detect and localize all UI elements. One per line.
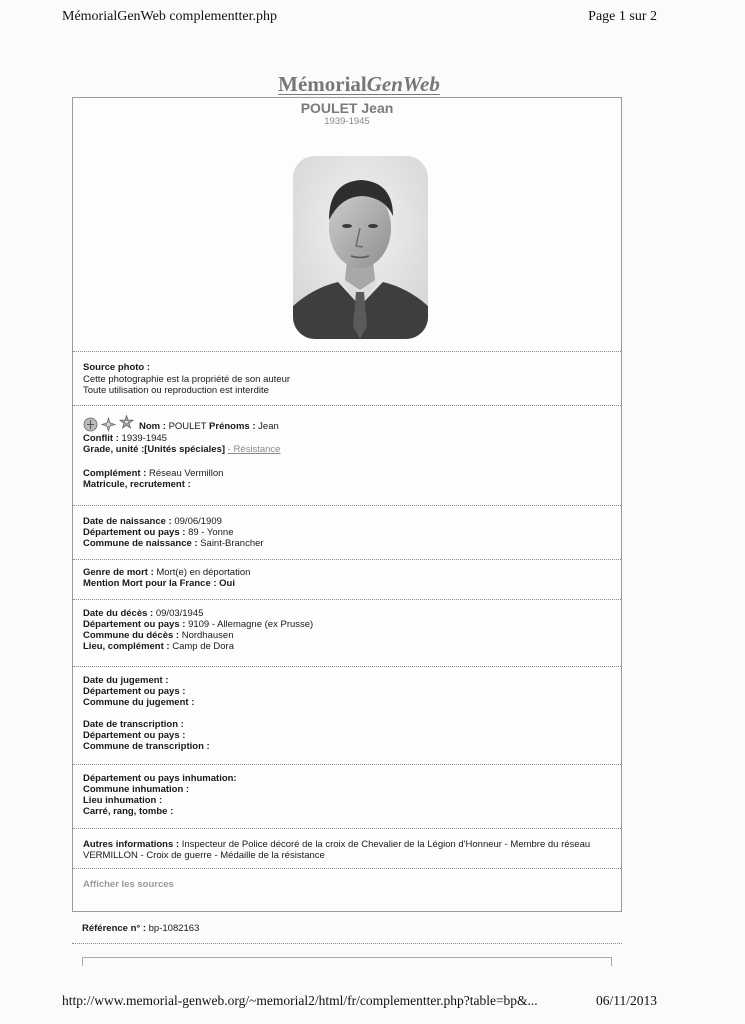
birth-dept-line [83, 527, 234, 538]
prenoms-value: Jean [258, 421, 279, 432]
death-section [73, 599, 621, 667]
death-commune-line [83, 630, 233, 641]
genre-mort-line [83, 567, 250, 578]
prenoms-label: Prénoms : [209, 421, 256, 432]
resistance-link[interactable]: - Résistance [227, 444, 281, 455]
birth-dept-value: 89 - Yonne [188, 527, 234, 538]
site-title[interactable] [0, 72, 718, 97]
complement-label: Complément : [83, 468, 147, 479]
birth-date-label: Date de naissance : [83, 516, 172, 527]
birth-section [73, 505, 621, 560]
conflit-value: 1939-1945 [121, 433, 167, 444]
print-header-title: MémorialGenWeb complementter.php [62, 9, 278, 24]
nom-label: Nom : [139, 421, 166, 432]
judgement-section [73, 666, 621, 765]
other-info-label: Autres informations : [83, 839, 180, 850]
nom-prenoms-line [139, 421, 279, 432]
genre-mort-value: Mort(e) en déportation [156, 567, 251, 578]
death-date-label: Date du décès : [83, 608, 154, 619]
croix-de-guerre-icon [101, 417, 116, 432]
transcription-date-label: Date de transcription : [83, 719, 184, 730]
jugement-commune-label: Commune du jugement : [83, 697, 195, 708]
death-dept-value: 9109 - Allemagne (ex Prusse) [188, 619, 314, 630]
show-sources-link[interactable]: Afficher les sources [83, 879, 174, 890]
legion-honneur-icon [119, 415, 134, 430]
other-info-text2: VERMILLON - Croix de guerre - Médaille de la résistance [83, 850, 325, 861]
other-info-section [73, 828, 621, 869]
photo-source-line1: Cette photographie est la propriété de son auteur [83, 374, 291, 385]
inhumation-commune-label: Commune inhumation : [83, 784, 190, 795]
jugement-date-label: Date du jugement : [83, 675, 169, 686]
print-footer-date: 06/11/2013 [595, 993, 657, 1008]
matricule-label: Matricule, recrutement : [83, 479, 191, 490]
birth-date-line [83, 516, 222, 527]
other-info-line1 [83, 839, 590, 850]
death-date-value: 09/03/1945 [155, 608, 204, 619]
death-dept-label: Département ou pays : [83, 619, 186, 630]
transcription-commune-label: Commune de transcription : [83, 741, 210, 752]
reference-line [82, 923, 199, 934]
nom-value: POULET [168, 421, 207, 432]
inhumation-lieu-label: Lieu inhumation : [83, 795, 163, 806]
conflit-line [83, 433, 167, 444]
death-date-line [83, 608, 203, 619]
conflit-label: Conflit : [83, 433, 119, 444]
birth-dept-label: Département ou pays : [83, 527, 186, 538]
death-commune-value: Nordhausen [181, 630, 234, 641]
photo-source-label: Source photo : [83, 362, 151, 373]
death-dept-line [83, 619, 313, 630]
transcription-dept-label: Département ou pays : [83, 730, 186, 741]
site-title-part2: GenWeb [366, 72, 440, 96]
photo-source-section [73, 351, 621, 406]
grade-line [83, 444, 280, 455]
birth-commune-value: Saint-Brancher [200, 538, 264, 549]
bottom-frame [82, 957, 612, 966]
sources-section [73, 868, 621, 912]
record-card [72, 97, 622, 912]
death-commune-label: Commune du décès : [83, 630, 180, 641]
birth-commune-label: Commune de naissance : [83, 538, 198, 549]
complement-line [83, 468, 223, 479]
burial-section [73, 764, 621, 829]
reference-divider [72, 943, 622, 944]
grade-label: Grade, unité :[Unités spéciales] [83, 444, 226, 455]
mention-mort-france: Mention Mort pour la France : Oui [83, 578, 235, 589]
reference-label: Référence n° : [82, 923, 146, 934]
death-type-section [73, 559, 621, 600]
birth-commune-line [83, 538, 264, 549]
reference-value: bp-1082163 [148, 923, 200, 934]
death-lieu-label: Lieu, complément : [83, 641, 170, 652]
person-portrait-photo [293, 156, 428, 339]
inhumation-dept-label: Département ou pays inhumation: [83, 773, 237, 784]
site-title-part1: Mémorial [278, 72, 367, 96]
death-lieu-line [83, 641, 234, 652]
genre-mort-label: Genre de mort : [83, 567, 154, 578]
person-name: POULET Jean [300, 100, 394, 116]
jugement-dept-label: Département ou pays : [83, 686, 186, 697]
photo-source-line2: Toute utilisation ou reproduction est interdite [83, 385, 269, 396]
carre-rang-tombe-label: Carré, rang, tombe : [83, 806, 174, 817]
identity-section [73, 405, 621, 506]
print-footer-url: http://www.memorial-genweb.org/~memorial2/html/fr/complementter.php?table=bp&... [62, 993, 538, 1008]
other-info-text1: Inspecteur de Police décoré de la croix de Chevalier de la Légion d'Honneur - Membre du réseau [181, 839, 591, 850]
person-period: 1939-1945 [324, 116, 370, 127]
medal-resistance-icon [83, 417, 98, 432]
print-page-number: Page 1 sur 2 [588, 9, 657, 24]
birth-date-value: 09/06/1909 [174, 516, 222, 527]
death-lieu-value: Camp de Dora [172, 641, 234, 652]
complement-value: Réseau Vermillon [148, 468, 224, 479]
